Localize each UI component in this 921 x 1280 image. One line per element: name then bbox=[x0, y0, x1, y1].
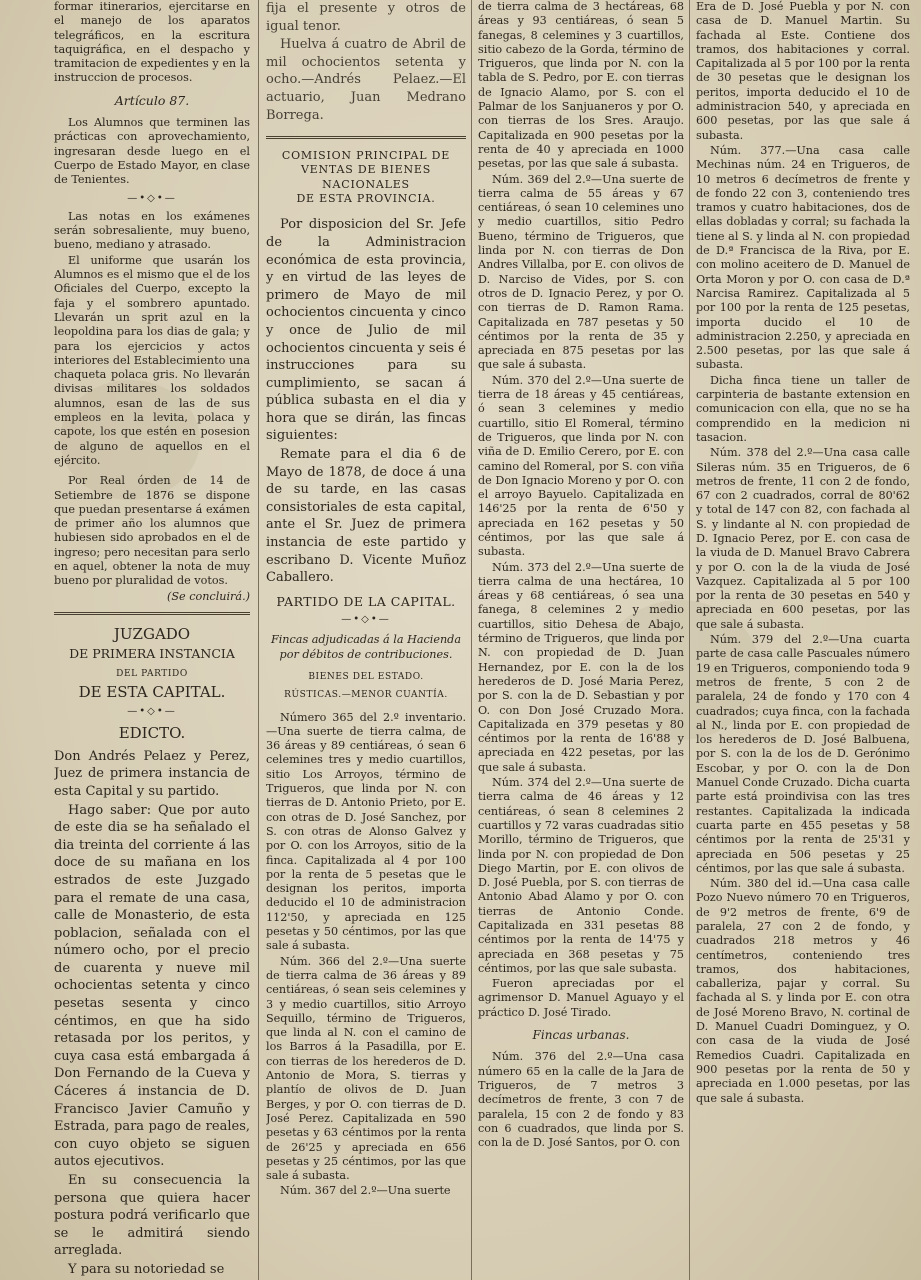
court-subheading: DE PRIMERA INSTANCIA bbox=[69, 645, 235, 661]
paragraph: Dicha finca tiene un taller de carpinteria de bastante extension en comunicacion con ella, que no se ha comprendido en la medicion ni tasacion. bbox=[696, 373, 910, 444]
column-divider bbox=[689, 0, 690, 1280]
adjudicated-heading: Fincas adjudicadas á la Hacienda por débitos de contribuciones. bbox=[270, 633, 462, 661]
paragraph: En su consecuencia la persona que quiera hacer postura podrá verificarlo que se le admitirá siendo arreglada. bbox=[54, 1173, 250, 1259]
continuation-note: (Se concluirá.) bbox=[167, 589, 250, 603]
paragraph: de tierra calma de 3 hectáreas, 68 áreas y 93 centiáreas, ó sean 5 fanegas, 8 celemines y 3 cuartillos, sitio cabezo de la Gorda, término de Trigueros, que linda por N. con la tabla de S. Pedro, por E. con tierras de Ignacio Alamo, por S. con el Palmar de los Sanjuaneros y por O. con tierras de los Sres. Araujo. Capitalizada en 900 pesetas por la renta de 40 y apreciada en 1000 pesetas, por las que sale á subasta. bbox=[478, 0, 684, 171]
paragraph: Núm. 366 del 2.º—Una suerte de tierra calma de 36 áreas y 89 centiáreas, ó sean seis celemines y 3 y medio cuartillos, sitio Arroyo Sequillo, término de Trigueros, que linda al N. con el camino de los Barros á la Pasadilla, por E. con tierras de los herederos de D. Antonio de Mora, S. tierras y plantío de olivos de D. Juan Berges, y por O. con tierras de D. José Perez. Capitalizada en 590 pesetas y 63 céntimos por la renta de 26'25 y apreciada en 656 pesetas y 25 céntimos, por las que sale á subasta. bbox=[266, 954, 466, 1183]
paragraph: Huelva á cuatro de Abril de mil ochocientos setenta y ocho.—Andrés Pelaez.—El actuario, Juan Medrano Borrega. bbox=[266, 37, 466, 123]
paragraph: formar itinerarios, ejercitarse en el manejo de los aparatos telegráficos, en la escritura taquigráfica, en el despacho y tramitacion de expedientes y en la instruccion de procesos. bbox=[54, 0, 250, 85]
paragraph: Los Alumnos que terminen las prácticas con aprovechamiento, ingresaran desde luego en el Cuerpo de Estado Mayor, en clase de Tenientes. bbox=[54, 116, 250, 187]
paragraph: Fueron apreciadas por el agrimensor D. Manuel Aguayo y el práctico D. José Tirado. bbox=[478, 977, 684, 1019]
paragraph: Núm. 369 del 2.º—Una suerte de tierra calma de 55 áreas y 67 centiáreas, ó sean 10 celemines uno y medio cuartillos, sitio Pedro Bueno, término de Trigueros, que linda por N. con tierras de Don Andres Villalba, por E. con olivos de D. Narciso de Vides, por S. con otros de D. Ignacio Perez, y por O. con tierras de D. Ramon Rama. Capitalizada en 787 pesetas y 50 céntimos por la renta de 35 y apreciada en 875 pesetas por las que sale á subasta. bbox=[478, 172, 684, 372]
paragraph: Núm. 377.—Una casa calle Mechinas núm. 24 en Trigueros, de 10 metros 6 decímetros de frente y de fondo 22 con 3, conteniendo tres tramos y cuatro habitaciones, dos de ellas dobladas y corral; su fachada la tiene al S. y linda al N. con propiedad de D.ª Francisca de la Riva, por E. con molino aceitero de D. Manuel de Orta Moron y por O. con casa de D.ª Narcisa Ramirez. Capitalizada al 5 por 100 por la renta de 125 pesetas, importa ducido el 10 de administracion 2.250, y apreciada en 2.500 pesetas, por las que sale á subasta. bbox=[696, 143, 910, 372]
section-rule bbox=[266, 136, 466, 139]
urban-heading: Fincas urbanas. bbox=[532, 1028, 630, 1043]
paragraph: Remate para el dia 6 de Mayo de 1878, de doce á una de su tarde, en las casas consistoriales de esta capital, ante el Sr. Juez de primera instancia de este partido y escribano D. Vicente Muñoz Caballero. bbox=[266, 447, 466, 586]
commission-subheading: DE ESTA PROVINCIA. bbox=[296, 192, 436, 206]
paragraph: Núm. 380 del id.—Una casa calle Pozo Nuevo número 70 en Trigueros, de 9'2 metros de frente, 6'9 de paralela, 27 con 2 de fondo, y cuadrados 218 metros y 46 centímetros, conteniendo tres tramos, dos habitaciones, caballeriza, pajar y corral. Su fachada al S. y linda por E. con otra de José Moreno Bravo, N. cortinal de D. Manuel Cuadri Dominguez, y O. con casa de la viuda de José Remedios Cuadri. Capitalizada en 900 pesetas por la renta de 50 y apreciada en 1.000 pesetas, por las que sale á subasta. bbox=[696, 877, 910, 1105]
paragraph: Núm. 373 del 2.º—Una suerte de tierra calma de una hectárea, 10 áreas y 68 centiáreas, ó sea una fanega, 8 celemines 2 y medio cuartillos, sitio Dehesa de Abajo, término de Trigueros, que linda por N. con propiedad de D. Juan Hernandez, por E. con la de los herederos de D. José Maria Perez, por S. con la de D. Sebastian y por O. con Don José Cruzado Mora. Capitalizada en 379 pesetas y 80 céntimos por la renta de 16'88 y apreciada en 422 pesetas, por las que sale á subasta. bbox=[478, 560, 684, 774]
paragraph: El uniforme que usarán los Alumnos es el mismo que el de los Oficiales del Cuerpo, excepto la faja y el sombrero apuntado. Llevarán un sprit azul en la leopoldina para los dias de gala; y para los ejercicios y actos interiores del Establecimiento una chaqueta polaca gris. No llevarán divisas militares los soldados alumnos, esan de las de sus empleos en la levita, polaca y capote, los que estén en posesion de alguno de aquellos en el ejército. bbox=[54, 253, 250, 467]
paragraph: Núm. 367 del 2.º—Una suerte bbox=[280, 1184, 451, 1198]
column-2 bbox=[266, 0, 466, 1280]
rustic-heading: RÚSTICAS.—MENOR CUANTÍA. bbox=[284, 690, 448, 701]
paragraph: Don Andrés Pelaez y Perez, Juez de primera instancia de esta Capital y su partido. bbox=[54, 748, 250, 799]
paragraph: Número 365 del 2.º inventario.—Una suerte de tierra calma, de 36 áreas y 89 centiáreas, ó sean 6 celemines tres y medio cuartillos, sitio Los Arroyos, término de Trigueros, que linda por N. con tierras de D. Antonio Prieto, por E. con otras de D. José Sanchez, por S. con otras de Alonso Galvez y por O. con los Arroyos, sitio de la finca. Capitalizada al 4 por 100 por la renta de 5 pesetas que le designan los peritos, importa deducido el 10 de administracion 112'50, y apreciada en 125 pesetas y 50 céntimos, por las que sale á subasta. bbox=[266, 710, 466, 953]
paragraph: Por Real órden de 14 de Setiembre de 1876 se dispone que puedan presentarse á exámen de primer año los alumnos que hubiesen sido aprobados en el de ingreso; pero necesitan para serlo en aquel, obtener la nota de muy bueno por pluralidad de votos. bbox=[54, 474, 250, 588]
paragraph: fija el presente y otros de igual tenor. bbox=[266, 1, 466, 34]
district-heading: PARTIDO DE LA CAPITAL. bbox=[276, 593, 456, 609]
paragraph: Núm. 378 del 2.º—Una casa calle Sileras núm. 35 en Trigueros, de 6 metros de frente, 11 con 2 de fondo, 67 con 2 cuadrados, corral de 80'62 y total de 147 con 82, con fachada al S. y lindante al N. con propiedad de D. Ignacio Perez, por E. con casa de la viuda de D. Manuel Bravo Cabrera y por O. con la de la viuda de José Vazquez. Capitalizada al 5 por 100 por la renta de 30 pesetas en 540 y apreciada en 600 pesetas, por las que sale á subasta. bbox=[696, 446, 910, 631]
column-3 bbox=[478, 0, 684, 1280]
court-district-name: DE ESTA CAPITAL. bbox=[78, 683, 226, 702]
article-title: Artículo 87. bbox=[114, 92, 190, 108]
separator: —•◇•— bbox=[127, 192, 177, 204]
column-4 bbox=[696, 0, 910, 1280]
court-district-label: DEL PARTIDO bbox=[116, 669, 188, 680]
separator: —•◇•— bbox=[127, 706, 177, 718]
column-divider bbox=[471, 0, 472, 1280]
paragraph: Núm. 376 del 2.º—Una casa número 65 en la calle de la Jara de Trigueros, de 7 metros 3 decímetros de frente, 3 con 7 de paralela, 15 con 2 de fondo y 83 con 6 cuadrados, que linda por S. con la de D. José Santos, por O. con bbox=[478, 1050, 684, 1150]
state-assets-heading: BIENES DEL ESTADO. bbox=[308, 672, 424, 682]
column-1 bbox=[54, 0, 250, 1280]
section-rule bbox=[54, 612, 250, 615]
paragraph: Las notas en los exámenes serán sobresaliente, muy bueno, bueno, mediano y atrasado. bbox=[54, 209, 250, 252]
separator: —•◇•— bbox=[341, 614, 391, 626]
column-divider bbox=[258, 0, 259, 1280]
commission-heading: COMISION PRINCIPAL DE VENTAS DE BIENES NACIONALES bbox=[281, 149, 451, 191]
court-heading: JUZGADO bbox=[113, 624, 191, 643]
paragraph: Núm. 370 del 2.º—Una suerte de tierra de 18 áreas y 45 centiáreas, ó sean 3 celemines y medio cuartillo, sitio El Romeral, término de Trigueros, que linda por N. con viña de D. Emilio Cerero, por E. con camino del Romeral, por S. con viña de Don Ignacio Moreno y por O. con el arroyo Bayuelo. Capitalizada en 146'25 por la renta de 6'50 y apreciada en 162 pesetas y 50 céntimos, por las que sale á subasta. bbox=[478, 373, 684, 559]
paragraph: Por disposicion del Sr. Jefe de la Administracion económica de esta provincia, y en virtud de las leyes de primero de Mayo de mil ochocientos cincuenta y cinco y once de Julio de mil ochocientos cincuenta y seis é instrucciones para su cumplimiento, se sacan á pública subasta en el dia y hora que se dirán, las fincas siguientes: bbox=[266, 217, 466, 444]
paragraph: Núm. 374 del 2.º—Una suerte de tierra calma de 46 áreas y 12 centiáreas, ó sean 8 celemines 2 cuartillos y 72 varas cuadradas sitio Morillo, término de Trigueros, que linda por N. con propiedad de Don Diego Martin, por E. con olivos de D. José Puebla, por S. con tierras de Antonio Abad Alamo y por O. con tierras de Antonio Conde. Capitalizada en 331 pesetas 88 céntimos por la renta de 14'75 y apreciada en 368 pesetas y 75 céntimos, por las que sale subasta. bbox=[478, 776, 684, 975]
paragraph: Y para su notoriedad se bbox=[68, 1261, 225, 1277]
edict-heading: EDICTO. bbox=[118, 723, 186, 742]
paragraph: Era de D. José Puebla y por N. con casa de D. Manuel Martin. Su fachada al Este. Contiene dos tramos, dos habitaciones y corral. Capitalizada al 5 por 100 por la renta de 30 pesetas que le designan los peritos, importa deducido el 10 de administracion 540, y apreciada en 600 pesetas, por las que sale á subasta. bbox=[696, 0, 910, 142]
paragraph: Núm. 379 del 2.º—Una cuarta parte de casa calle Pascuales número 19 en Trigueros, componiendo toda 9 metros de frente, 5 con 2 de paralela, 24 de fondo y 170 con 4 cuadrados; cuya finca, con la fachada al N., linda por E. con propiedad de los herederos de D. José Balbuena, por S. con la de los de D. Gerónimo Escobar, y por O. con la de Don Manuel Conde Cruzado. Dicha cuarta parte está proindivisa con las tres restantes. Capitalizada la indicada cuarta parte en 455 pesetas y 58 céntimos por la renta de 25'31 y apreciada en 506 pesetas y 25 céntimos, por las que sale á subasta. bbox=[696, 633, 910, 875]
paragraph: Hago saber: Que por auto de este dia se ha señalado el dia treinta del corriente á las doce de su mañana en los estrados de este Juzgado para el remate de una casa, calle de Monasterio, de esta poblacion, señalada con el número ocho, por el precio de cuarenta y nueve mil ochocientas setenta y cinco pesetas sesenta y cinco céntimos, en que ha sido retasada por los peritos, y cuya casa está embargada á Don Fernando de la Cueva y Cáceres á instancia de D. Francisco Javier Camuño y Estrada, para pago de reales, con cuyo objeto se siguen autos ejecutivos. bbox=[54, 802, 250, 1170]
